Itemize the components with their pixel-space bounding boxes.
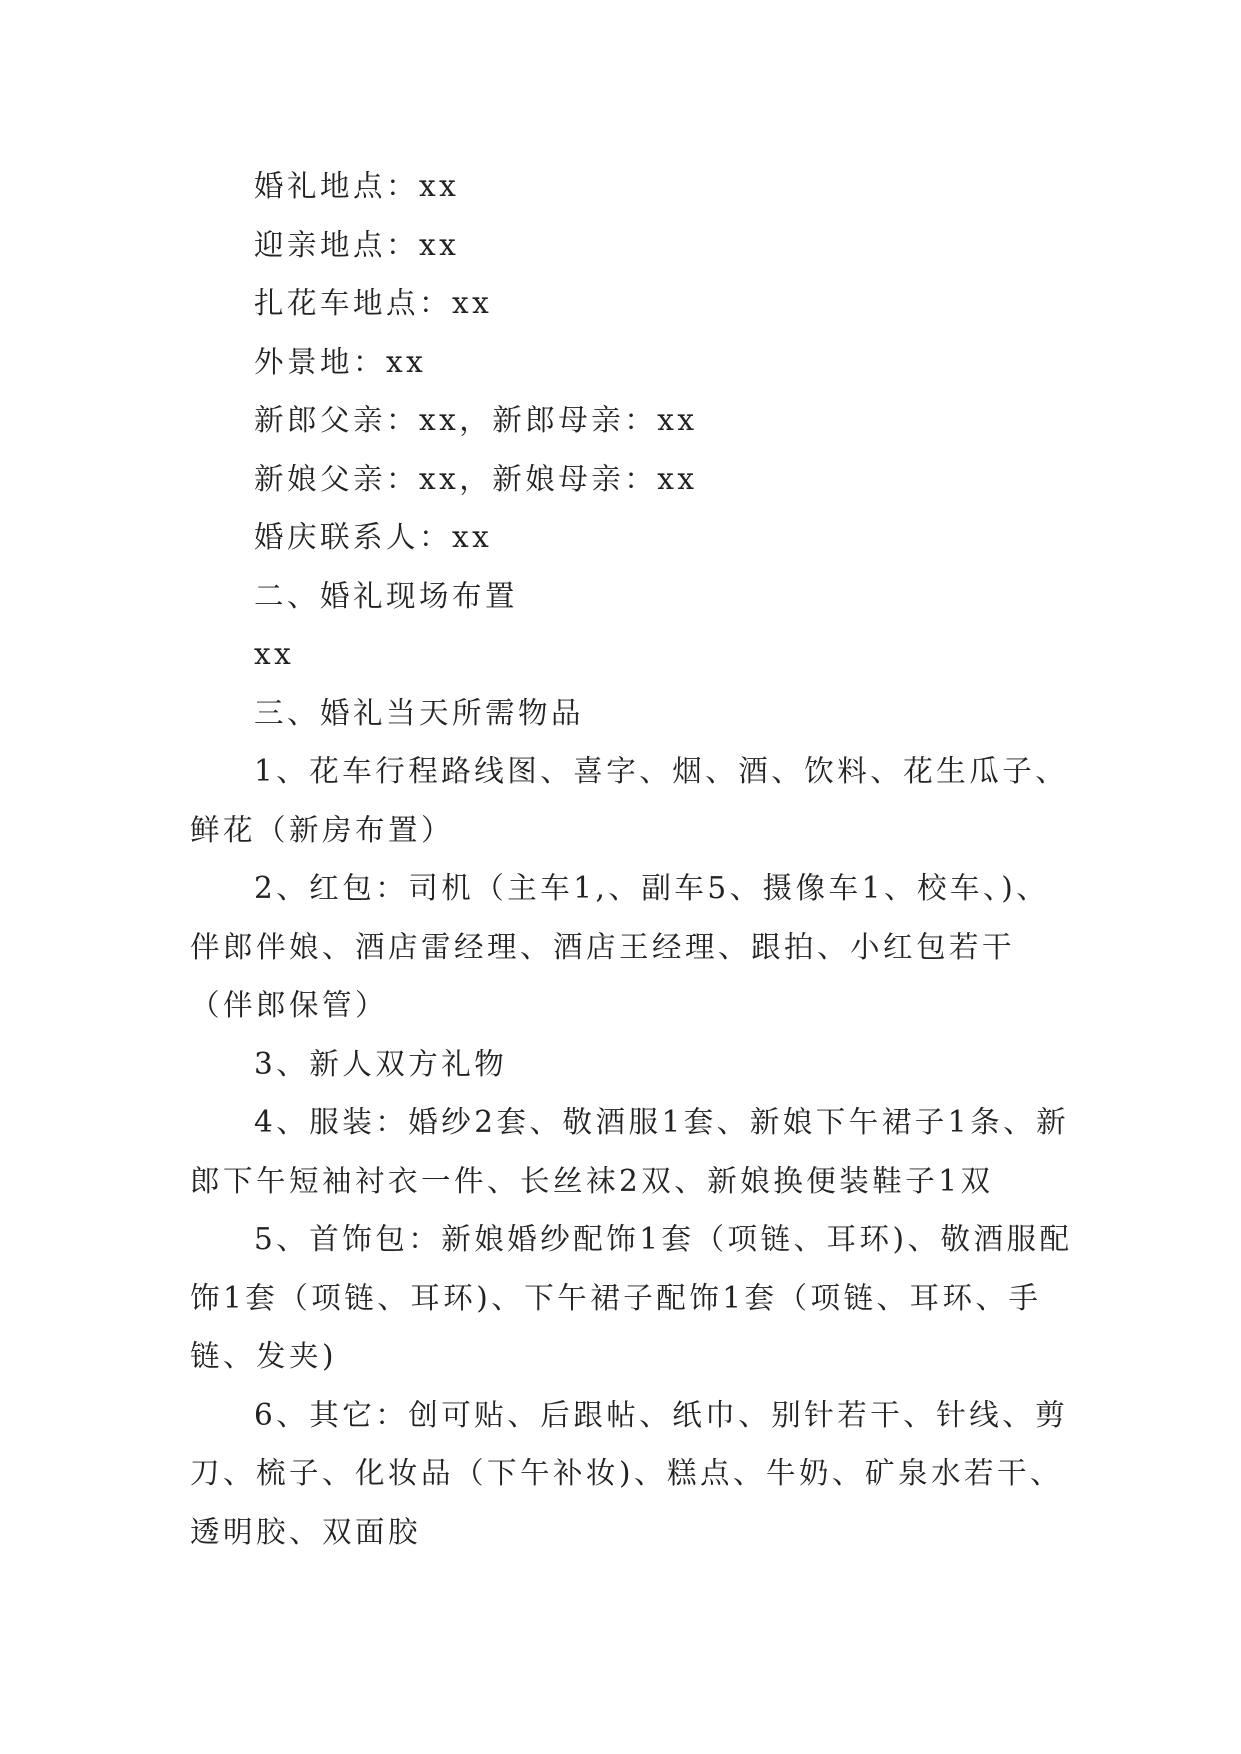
list-item: 1、花车行程路线图、喜字、烟、酒、饮料、花生瓜子、鲜花（新房布置） xyxy=(190,754,1069,847)
document-body xyxy=(190,157,1075,1561)
list-item: 6、其它：创可贴、后跟帖、纸巾、别针若干、针线、剪刀、梳子、化妆品（下午补妆)、糕点、牛奶、矿泉水若干、透明胶、双面胶 xyxy=(190,1397,1069,1549)
bride-parents-line: 新娘父亲：xx，新娘母亲：xx xyxy=(254,461,698,496)
section-2-heading: 二、婚礼现场布置 xyxy=(254,578,519,613)
groom-parents-line: 新郎父亲：xx，新郎母亲：xx xyxy=(254,403,698,437)
list-item: 3、新人双方礼物 xyxy=(254,1046,508,1081)
pickup-location-line: 迎亲地点：xx xyxy=(254,227,460,262)
list-item: 2、红包：司机（主车1,、副车5、摄像车1、校车、)、伴郎伴娘、酒店雷经理、酒店王经理、跟拍、小红包若干（伴郎保管） xyxy=(190,871,1050,1022)
outdoor-shoot-location-line: 外景地：xx xyxy=(254,344,427,379)
car-decoration-location-line: 扎花车地点：xx xyxy=(254,286,493,320)
wedding-venue-line: 婚礼地点：xx xyxy=(254,169,460,203)
wedding-contact-line: 婚庆联系人：xx xyxy=(254,520,493,554)
list-item: 4、服装：婚纱2套、敬酒服1套、新娘下午裙子1条、新郎下午短袖衬衣一件、长丝袜2双、新娘换便装鞋子1双 xyxy=(190,1105,1070,1198)
section-3-heading: 三、婚礼当天所需物品 xyxy=(254,695,585,730)
section-2-body: xx xyxy=(254,637,295,671)
list-item: 5、首饰包：新娘婚纱配饰1套（项链、耳环)、敬酒服配饰1套（项链、耳环)、下午裙子配饰1套（项链、耳环、手链、发夹) xyxy=(190,1222,1073,1373)
